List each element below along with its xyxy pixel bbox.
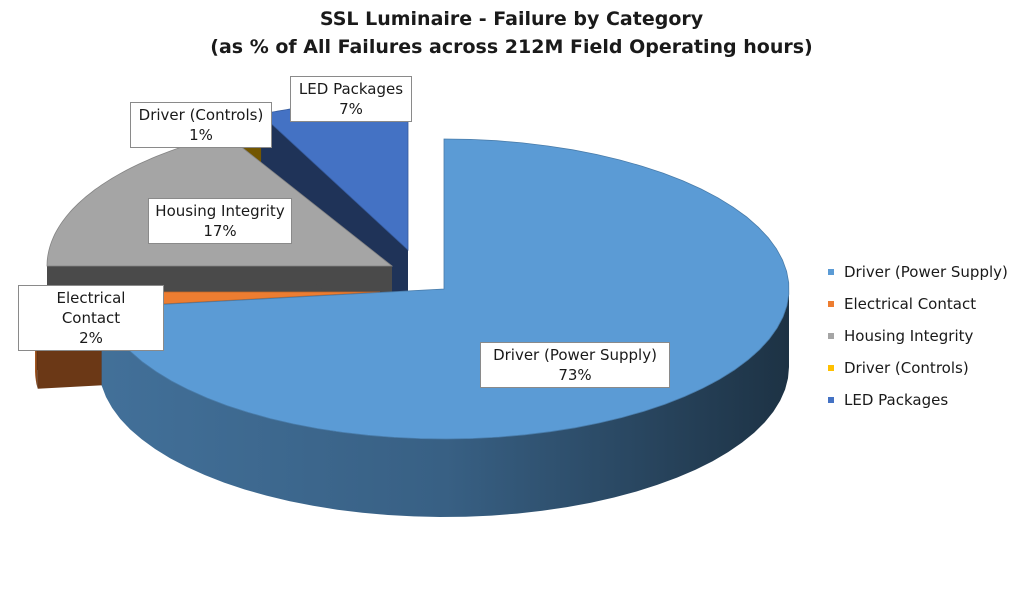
legend-swatch [828, 397, 834, 403]
legend-label: Electrical Contact [844, 295, 977, 313]
data-label-value: 1% [189, 126, 213, 144]
data-label-driver-power-supply [480, 342, 670, 388]
data-label-electrical-contact [18, 285, 164, 351]
legend-label: Housing Integrity [844, 327, 974, 345]
legend-label: Driver (Power Supply) [844, 263, 1008, 281]
chart-subtitle: (as % of All Failures across 212M Field Operating hours) [210, 36, 813, 58]
legend-item [828, 320, 1008, 352]
data-label-driver-controls [130, 102, 272, 148]
legend-swatch [828, 301, 834, 307]
data-label-value: 73% [558, 366, 592, 384]
data-label-name: Electrical Contact [56, 289, 126, 327]
data-label-name: Housing Integrity [155, 202, 285, 220]
legend-item [828, 384, 1008, 416]
legend-item [828, 352, 1008, 384]
legend-swatch [828, 365, 834, 371]
data-label-name: LED Packages [298, 80, 404, 98]
legend-swatch [828, 333, 834, 339]
legend-item [828, 256, 1008, 288]
legend-swatch [828, 269, 834, 275]
data-label-led-packages [290, 76, 412, 122]
legend [828, 256, 1008, 416]
data-label-value: 2% [79, 329, 103, 347]
data-label-name: Driver (Controls) [138, 106, 264, 124]
data-label-housing-integrity [148, 198, 292, 244]
legend-label: LED Packages [844, 391, 949, 409]
data-label-value: 7% [339, 100, 363, 118]
chart-title: SSL Luminaire - Failure by Category [319, 8, 704, 30]
data-label-name: Driver (Power Supply) [493, 346, 657, 364]
data-label-value: 17% [203, 222, 237, 240]
legend-item [828, 288, 1008, 320]
legend-label: Driver (Controls) [844, 359, 969, 377]
